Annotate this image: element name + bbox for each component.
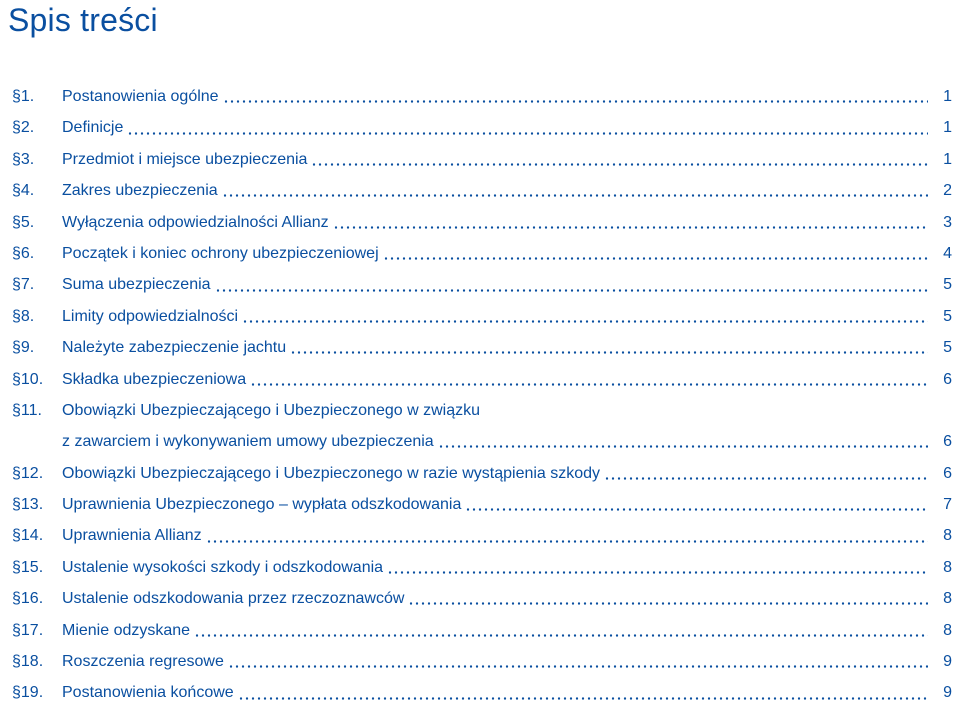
dot-leader [242, 320, 928, 323]
section-number: §8. [12, 307, 35, 325]
section-title: Zakres ubezpieczenia [62, 182, 218, 200]
page-number: 1 [943, 119, 952, 137]
toc-entry-5[interactable] [0, 207, 960, 238]
dot-leader [223, 100, 928, 103]
toc-entry-6[interactable] [0, 238, 960, 269]
section-title: Postanowienia końcowe [62, 684, 234, 702]
toc-entry-12[interactable] [0, 458, 960, 489]
dot-leader [290, 351, 928, 354]
toc-entry-1[interactable] [0, 81, 960, 112]
toc-entry-2[interactable] [0, 112, 960, 143]
dot-leader [311, 163, 928, 166]
page-number: 5 [943, 276, 952, 294]
page-title: Spis treści [8, 2, 158, 38]
section-number: §14. [12, 527, 44, 545]
table-of-contents [0, 81, 960, 709]
dot-leader [215, 289, 928, 292]
dot-leader [383, 257, 928, 260]
section-number: §19. [12, 684, 44, 702]
dot-leader [465, 508, 928, 511]
section-title: Należyte zabezpieczenie jachtu [62, 339, 287, 357]
dot-leader [127, 132, 928, 135]
toc-entry-9[interactable] [0, 332, 960, 363]
page-number: 8 [943, 527, 952, 545]
section-title: Ustalenie odszkodowania przez rzeczoznawców [62, 590, 405, 608]
dot-leader [333, 226, 928, 229]
section-title: Definicje [62, 119, 124, 137]
page-number: 3 [943, 213, 952, 231]
toc-entry-18[interactable] [0, 646, 960, 677]
page-number: 6 [943, 370, 952, 388]
section-title: Składka ubezpieczeniowa [62, 370, 247, 388]
toc-entry-4[interactable] [0, 175, 960, 206]
section-number: §11. [12, 401, 42, 419]
toc-entry-14[interactable] [0, 520, 960, 551]
dot-leader [194, 634, 928, 637]
toc-entry-16[interactable] [0, 583, 960, 614]
toc-entry-7[interactable] [0, 269, 960, 300]
page-number: 7 [943, 496, 952, 514]
section-title: Postanowienia ogólne [62, 88, 219, 105]
page-number: 9 [943, 684, 952, 702]
section-number: §3. [12, 150, 35, 168]
toc-entry-15[interactable] [0, 552, 960, 583]
toc-entry-17[interactable] [0, 615, 960, 646]
dot-leader [222, 194, 928, 197]
toc-entry-3[interactable] [0, 144, 960, 175]
page-number: 1 [943, 150, 952, 168]
toc-entry-13[interactable] [0, 489, 960, 520]
dot-leader [604, 477, 928, 480]
section-title: Roszczenia regresowe [62, 653, 224, 671]
section-title: Uprawnienia Ubezpieczonego – wypłata odszkodowania [62, 496, 462, 514]
toc-entry-11[interactable] [0, 395, 960, 458]
section-title: Limity odpowiedzialności [62, 307, 239, 325]
dot-leader [250, 383, 928, 386]
section-title: Uprawnienia Allianz [62, 527, 202, 545]
dot-leader [238, 697, 928, 700]
section-number: §5. [12, 213, 35, 231]
page-number: 4 [943, 244, 952, 262]
toc-entry-10[interactable] [0, 364, 960, 395]
section-number: §15. [12, 558, 44, 576]
dot-leader [438, 445, 928, 448]
section-number: §17. [12, 621, 44, 639]
section-title: Suma ubezpieczenia [62, 276, 211, 294]
section-title: Obowiązki Ubezpieczającego i Ubezpieczonego w związku [62, 401, 480, 419]
page-number: 2 [943, 182, 952, 200]
page-number: 8 [943, 558, 952, 576]
dot-leader [206, 540, 928, 543]
section-number: §6. [12, 244, 35, 262]
section-number: §9. [12, 339, 35, 357]
page-number: 9 [943, 653, 952, 671]
dot-leader [387, 571, 928, 574]
page-number: 5 [943, 339, 952, 357]
section-number: §18. [12, 653, 44, 671]
section-number: §13. [12, 496, 44, 514]
section-number: §12. [12, 464, 44, 482]
section-title: Początek i koniec ochrony ubezpieczeniowej [62, 244, 379, 262]
toc-entry-8[interactable] [0, 301, 960, 332]
page-number: 5 [943, 307, 952, 325]
section-title: Obowiązki Ubezpieczającego i Ubezpieczonego w razie wystąpienia szkody [62, 464, 601, 482]
page-number: 8 [943, 590, 952, 608]
section-title: Ustalenie wysokości szkody i odszkodowania [62, 558, 384, 576]
section-number: §7. [12, 276, 35, 294]
dot-leader [408, 602, 928, 605]
page-number: 1 [943, 88, 952, 105]
page-number: 6 [943, 433, 952, 451]
section-title: Mienie odzyskane [62, 621, 191, 639]
toc-entry-19[interactable] [0, 677, 960, 708]
section-number: §16. [12, 590, 44, 608]
section-number: §2. [12, 119, 35, 137]
section-number: §4. [12, 182, 35, 200]
section-number: §10. [12, 370, 44, 388]
page-number: 6 [943, 464, 952, 482]
section-title: Przedmiot i miejsce ubezpieczenia [62, 150, 308, 168]
dot-leader [228, 665, 928, 668]
section-title-continued: z zawarciem i wykonywaniem umowy ubezpieczenia [62, 433, 434, 451]
section-title: Wyłączenia odpowiedzialności Allianz [62, 213, 329, 231]
section-number: §1. [12, 88, 35, 105]
page-number: 8 [943, 621, 952, 639]
